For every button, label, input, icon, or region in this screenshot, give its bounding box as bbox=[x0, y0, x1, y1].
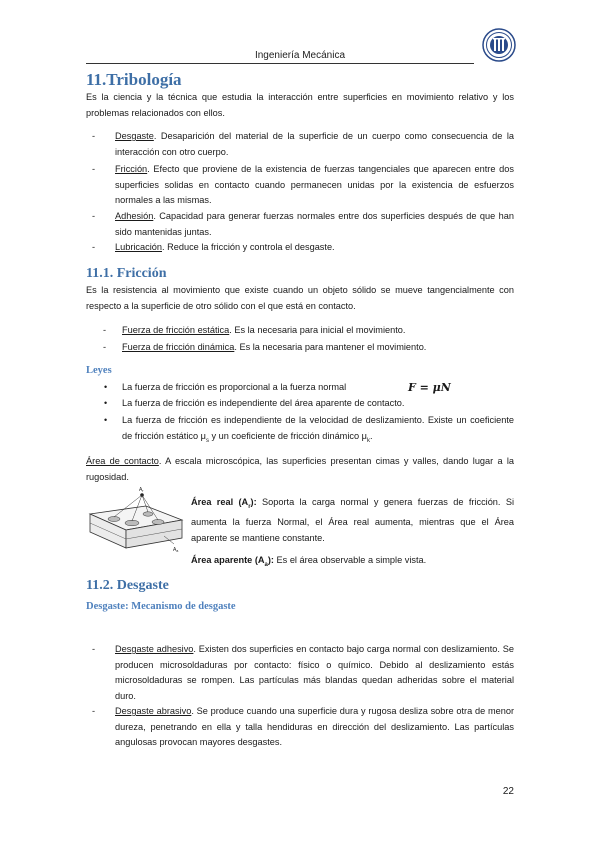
item-text: . Se produce cuando una superficie dura y rugosa desliza sobre otra de menor dureza, penetrando en ella y talla hendiduras en dirección del deslizamiento. Las partículas angulosas provocan mayores desgastes. bbox=[115, 706, 515, 747]
def-adhesion: . Capacidad para generar fuerzas normales entre dos superficies después de que han sido mantenidas juntas. bbox=[115, 211, 514, 237]
list-item bbox=[122, 340, 514, 356]
page-number: 22 bbox=[502, 786, 514, 797]
list-item bbox=[115, 704, 514, 751]
def-lubricacion: . Reduce la fricción y controla el desgaste. bbox=[162, 242, 335, 252]
area-real-paragraph bbox=[191, 495, 514, 546]
list-item bbox=[115, 129, 514, 160]
sub-r: r bbox=[248, 503, 251, 510]
law-1 bbox=[122, 380, 514, 396]
dash-icon: - bbox=[103, 325, 107, 335]
list-item bbox=[115, 642, 514, 704]
label-aa bbox=[173, 547, 178, 553]
term-area-contacto: Área de contacto bbox=[86, 456, 159, 466]
bullet-icon: • bbox=[104, 398, 108, 408]
bullet-icon: • bbox=[104, 382, 108, 392]
area-contacto-text: . A escala microscópica, las superficies presentan cimas y valles, dando lugar a la rugosidad. bbox=[86, 456, 514, 482]
dash-icon: - bbox=[92, 164, 96, 174]
term-desgaste-abrasivo: Desgaste abrasivo bbox=[115, 706, 192, 716]
friction-formula: F = μN bbox=[408, 381, 451, 394]
desgaste-subtitle: Desgaste: Mecanismo de desgaste bbox=[86, 601, 236, 612]
sub-s: s bbox=[205, 437, 209, 444]
list-item bbox=[115, 209, 514, 240]
area-real-text: Soporta la carga normal y genera fuerzas de fricción. Si aumenta la fuerza Normal, el Área real aumenta, mientras que el Área aparente se mantiene constante. bbox=[191, 497, 514, 543]
term-lubricacion: Lubricación bbox=[115, 242, 162, 252]
dash-icon: - bbox=[92, 131, 96, 141]
law-3-text-b: y un coeficiente de fricción dinámico μ bbox=[208, 430, 367, 441]
law-3-text-a: La fuerza de fricción es independiente de la velocidad de deslizamiento. Existe un coeficiente de fricción estático μ bbox=[122, 415, 514, 441]
dash-icon: - bbox=[92, 242, 96, 252]
friccion-intro: Es la resistencia al movimiento que existe cuando un objeto sólido se mueve tangencialmente con respecto a la superficie de otro sólido con el que está en contacto. bbox=[86, 285, 514, 311]
term-friccion: Fricción bbox=[115, 164, 148, 174]
law-2: La fuerza de fricción es independiente del área aparente de contacto. bbox=[122, 398, 405, 408]
list-item bbox=[115, 162, 514, 209]
dash-icon: - bbox=[92, 706, 96, 716]
term-area-real: Área real (A bbox=[191, 497, 249, 507]
dash-icon: - bbox=[92, 644, 96, 654]
term-desgaste-adhesivo: Desgaste adhesivo bbox=[115, 644, 194, 654]
term-desgaste: Desgaste bbox=[115, 131, 154, 141]
dash-icon: - bbox=[103, 342, 107, 352]
term-friccion-estatica: Fuerza de fricción estática bbox=[122, 325, 230, 335]
term-area-aparente-end: ): bbox=[267, 555, 274, 565]
term-adhesion: Adhesión bbox=[115, 211, 154, 221]
sub-a: a bbox=[264, 561, 268, 568]
contact-area-figure bbox=[86, 486, 186, 558]
label-ar-sub: r bbox=[142, 489, 144, 493]
item-text: . Es la necesaria para inicial el movimiento. bbox=[229, 325, 406, 335]
subsection-title-desgaste: 11.2. Desgaste bbox=[86, 578, 169, 593]
law-3-text-c: . bbox=[369, 430, 373, 441]
law-1-text: La fuerza de fricción es proporcional a la fuerza normal bbox=[122, 382, 347, 392]
area-aparente-text: Es el área observable a simple vista. bbox=[274, 555, 427, 565]
list-item bbox=[115, 240, 514, 256]
area-aparente-paragraph bbox=[191, 553, 514, 573]
dash-icon: - bbox=[92, 211, 96, 221]
subsection-title-friccion: 11.1. Fricción bbox=[86, 266, 167, 281]
intro-paragraph: Es la ciencia y la técnica que estudia la interacción entre superficies en movimiento relativo y los problemas relacionados con ellos. bbox=[86, 92, 514, 118]
def-friccion: . Efecto que proviene de la existencia de fuerzas tangenciales que aparecen entre dos superficies solidas en contacto cuando permanecen unidas por la existencia de esfuerzos normales a las mismas. bbox=[115, 164, 514, 205]
bullet-icon: • bbox=[104, 415, 108, 425]
term-area-aparente: Área aparente (A bbox=[191, 555, 265, 565]
item-text: . Existen dos superficies en contacto bajo carga normal con deslizamiento. Se producen microsoldaduras por contacto: físico o químico. Debido al deslizamiento estás microsoldaduras se rompen. Las partículas más blandas quedan adheridas sobre el material duro. bbox=[115, 644, 514, 701]
label-aa-letter: A bbox=[173, 547, 177, 553]
header-rule bbox=[86, 63, 474, 64]
label-aa-sub: a bbox=[176, 549, 179, 553]
sub-k: k bbox=[366, 437, 370, 444]
label-ar bbox=[139, 487, 144, 493]
term-area-real-end: ): bbox=[250, 497, 257, 507]
term-friccion-dinamica: Fuerza de fricción dinámica bbox=[122, 342, 235, 352]
law-3 bbox=[122, 413, 514, 449]
running-header: Ingeniería Mecánica bbox=[254, 50, 346, 61]
area-contacto-paragraph bbox=[86, 454, 514, 485]
label-ar-letter: A bbox=[139, 487, 143, 493]
list-item bbox=[122, 323, 514, 339]
def-desgaste: . Desaparición del material de la superficie de un cuerpo como consecuencia de la interacción con otro cuerpo. bbox=[115, 131, 514, 157]
section-title: 11.Tribología bbox=[86, 70, 182, 89]
university-seal-logo bbox=[482, 28, 516, 62]
item-text: . Es la necesaria para mantener el movimiento. bbox=[234, 342, 427, 352]
leyes-heading: Leyes bbox=[86, 365, 112, 376]
